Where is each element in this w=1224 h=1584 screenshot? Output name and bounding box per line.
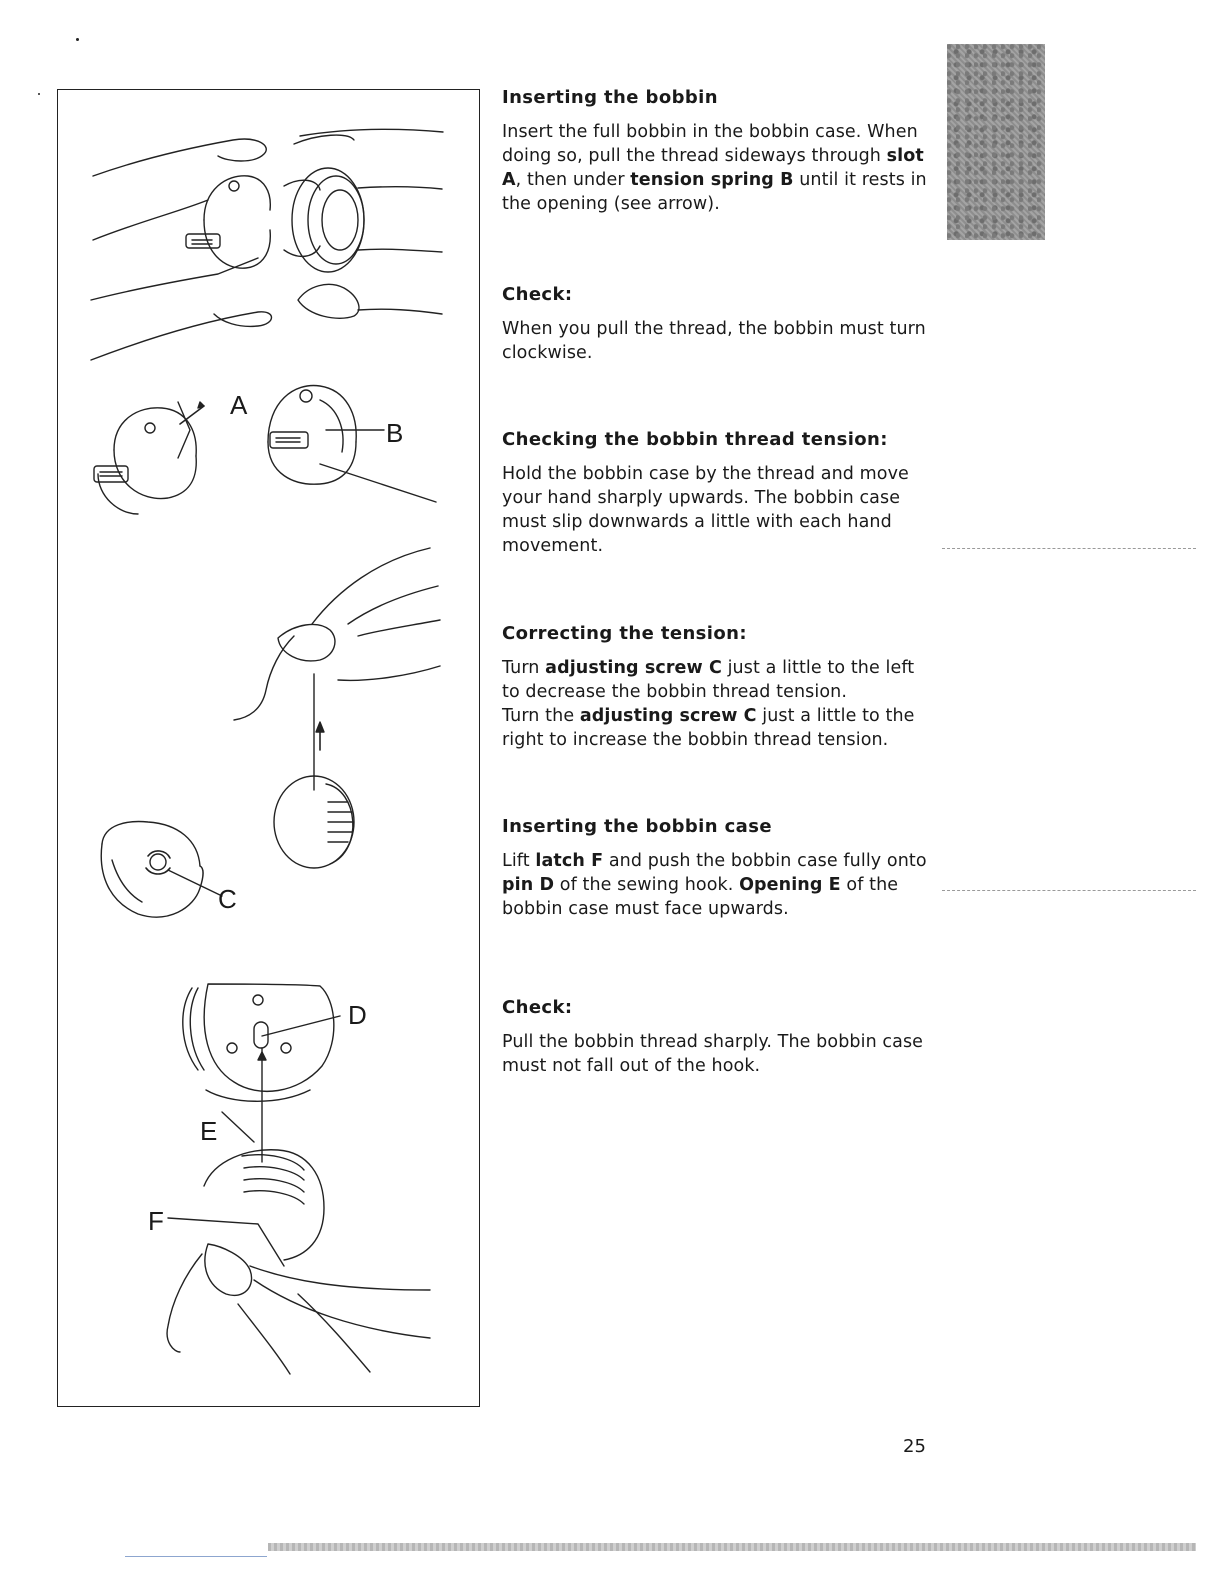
bold-term: adjusting screw C (545, 658, 722, 678)
body-text: and push the bobbin case fully onto (603, 851, 927, 871)
body-text: of the sewing hook. (554, 875, 740, 895)
section-body (502, 120, 932, 216)
adjusting-screw-illustration (101, 822, 222, 918)
section-heading: Check: (502, 284, 573, 305)
bobbin-insertion-illustration (91, 129, 443, 360)
body-text: Turn (502, 658, 546, 678)
body-text: just a little to the left to decrease the bobbin thread tension. (502, 658, 915, 702)
section-body (502, 849, 932, 921)
section-tab-marker (947, 44, 1045, 240)
section-body (502, 462, 932, 558)
body-text: just a little to the right to increase the bobbin thread tension. (502, 706, 915, 750)
body-text: of the bobbin case must face upwards. (502, 875, 899, 919)
section-body (502, 656, 932, 752)
margin-rule (942, 548, 1196, 549)
section-correcting-tension (502, 622, 932, 752)
label-f: F (148, 1206, 164, 1236)
body-text: Lift (502, 851, 536, 871)
page-number: 25 (903, 1436, 926, 1457)
section-heading: Inserting the bobbin case (502, 816, 772, 837)
section-checking-tension (502, 428, 932, 558)
label-c: C (218, 884, 237, 914)
label-b: B (386, 418, 404, 448)
bold-term: slot A (502, 146, 924, 190)
bold-term: Opening E (739, 875, 841, 895)
bold-term: tension spring B (630, 170, 794, 190)
bold-term: latch F (535, 851, 604, 871)
scan-speck (38, 93, 40, 95)
scan-edge-bar (268, 1543, 1196, 1551)
bold-term: adjusting screw C (579, 706, 757, 726)
section-inserting-bobbin (502, 86, 932, 216)
label-d: D (348, 1000, 367, 1030)
section-body (502, 317, 932, 365)
section-heading: Check: (502, 997, 573, 1018)
illustration-panel (57, 89, 480, 1407)
scan-edge-line (125, 1556, 267, 1557)
body-text: Pull the bobbin thread sharply. The bobbin case must not fall out of the hook. (502, 1032, 924, 1076)
margin-rule (942, 890, 1196, 891)
slot-and-spring-illustration (94, 385, 436, 514)
bold-term: pin D (502, 875, 555, 895)
scan-speck (76, 38, 79, 41)
body-text: When you pull the thread, the bobbin must turn clockwise. (502, 319, 926, 363)
body-text: Turn the (502, 706, 580, 726)
section-body (502, 1030, 932, 1078)
section-heading: Inserting the bobbin (502, 87, 718, 108)
body-text: Hold the bobbin case by the thread and move your hand sharply upwards. The bobbin case must slip downwards a little with each hand movement. (502, 464, 909, 556)
section-check-hook (502, 996, 932, 1078)
section-heading: Checking the bobbin thread tension: (502, 429, 888, 450)
latch-illustration (167, 1150, 430, 1374)
body-text: Insert the full bobbin in the bobbin case. When doing so, pull the thread sideways through (502, 122, 918, 166)
label-e: E (200, 1116, 218, 1146)
body-text: , then under (515, 170, 631, 190)
section-inserting-case (502, 815, 932, 921)
section-heading: Correcting the tension: (502, 623, 747, 644)
body-text: until it rests in the opening (see arrow). (502, 170, 927, 214)
section-check-rotation (502, 283, 932, 365)
tension-check-illustration (234, 548, 440, 868)
label-a: A (230, 390, 248, 420)
